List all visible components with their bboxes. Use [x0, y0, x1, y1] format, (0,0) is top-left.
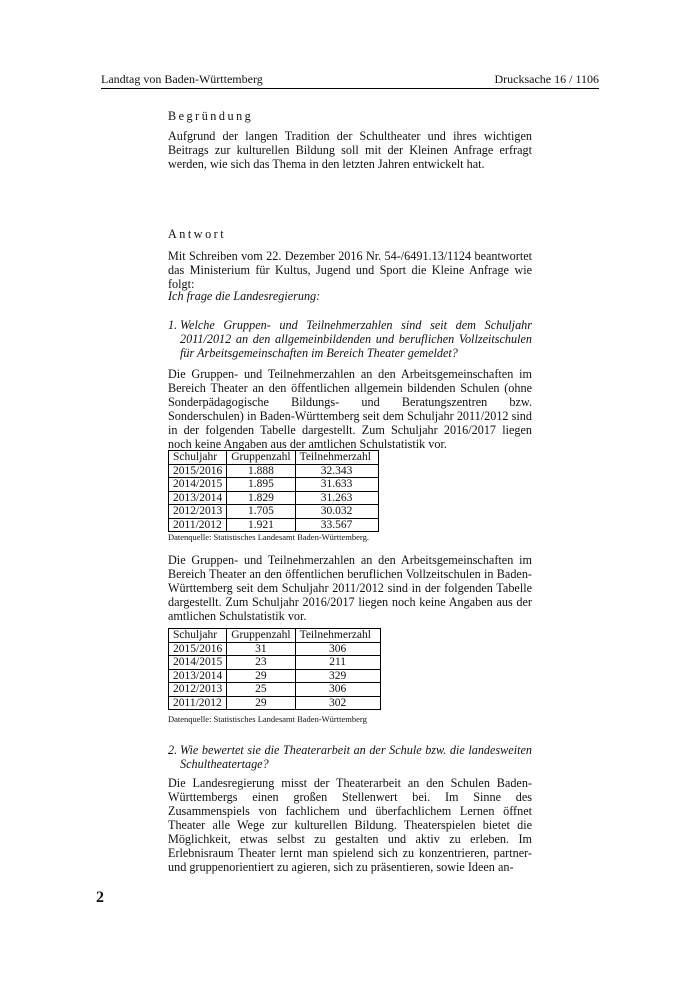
table-cell: 302 [295, 696, 380, 710]
question-2 [168, 743, 532, 771]
table-row [169, 696, 381, 710]
table-cell: 1.895 [227, 478, 295, 492]
table-cell: 33.567 [295, 518, 378, 532]
table-cell: 2013/2014 [169, 669, 227, 683]
answer-1-paragraph-2: Die Gruppen- und Teilnehmerzahlen an den Arbeitsgemeinschaften im Bereich Theater an den öffentlichen beruflichen Vollzeitschulen in Baden-Württemberg seit dem Schuljahr 2011/2012 sind in der folgenden Tabelle dargestellt. Zum Schuljahr 2016/2017 liegen noch keine Angaben aus der amtlichen Schulstatistik vor. [168, 553, 532, 623]
table-cell: 29 [227, 696, 295, 710]
question-2-text: Wie bewertet sie die Theaterarbeit an der Schule bzw. die landesweiten Schultheatertage? [180, 743, 532, 771]
table-cell: 2011/2012 [169, 518, 227, 532]
table-row [169, 491, 379, 505]
table-allgemeinbildende-schulen [168, 450, 379, 532]
table-1-source: Datenquelle: Statistisches Landesamt Baden-Württemberg. [168, 532, 369, 542]
ich-frage-text: Ich frage die Landesregierung: [168, 289, 321, 303]
table-row [169, 518, 379, 532]
table-cell: 2012/2013 [169, 505, 227, 519]
table-row [169, 669, 381, 683]
table-cell: 306 [295, 642, 380, 656]
page-number: 2 [96, 889, 104, 906]
table-row [169, 683, 381, 697]
table-cell: 31.633 [295, 478, 378, 492]
answer-1-paragraph-1: Die Gruppen- und Teilnehmerzahlen an den Arbeitsgemeinschaften im Bereich Theater an den öffentlichen allgemein bildenden Schulen (ohne Sonderpädagogische Bildungs- und Beratungszentren bzw. Sonderschulen) in Baden-Württemberg seit dem Schuljahr 2011/2012 sind in der folgenden Tabelle dargestellt. Zum Schuljahr 2016/2017 liegen noch keine Angaben aus der amtlichen Schulstatistik vor. [168, 367, 532, 451]
question-1-number: 1. [168, 318, 178, 332]
table-cell: 29 [227, 669, 295, 683]
table-cell: 2014/2015 [169, 656, 227, 670]
answer-2-paragraph: Die Landesregierung misst der Theaterarbeit an den Schulen Baden-Württembergs einen großen Stellenwert bei. Im Sinne des Zusammenspiels von fachlichem und überfachlichem Lernen öffnet Theater alle Wege zur kulturellen Bildung. Theaterspielen bietet die Möglichkeit, etwas selbst zu gestalten und aktiv zu erleben. Im Erlebnisraum Theater lernt man spielend sich zu konzentrieren, partner- und gruppenorientiert zu agieren, sich zu präsentieren, sowie Ideen an- [168, 776, 532, 874]
header-rule [101, 88, 599, 89]
table-header-cell: Teilnehmerzahl [295, 451, 378, 465]
antwort-heading: Antwort [168, 227, 227, 241]
table-header-row [169, 451, 379, 465]
table-cell: 306 [295, 683, 380, 697]
table-header-cell: Gruppenzahl [227, 629, 295, 643]
table-cell: 211 [295, 656, 380, 670]
table-cell: 2012/2013 [169, 683, 227, 697]
table-cell: 2014/2015 [169, 478, 227, 492]
table-cell: 1.921 [227, 518, 295, 532]
begruendung-text: Aufgrund der langen Tradition der Schultheater und ihres wichtigen Beitrags zur kulturellen Bildung soll mit der Kleinen Anfrage erfragt werden, wie sich das Thema in den letzten Jahren entwickelt hat. [168, 129, 532, 171]
table-cell: 31 [227, 642, 295, 656]
table-header-cell: Schuljahr [169, 451, 227, 465]
begruendung-heading: Begründung [168, 109, 254, 123]
table-cell: 1.829 [227, 491, 295, 505]
table-cell: 30.032 [295, 505, 378, 519]
table-cell: 329 [295, 669, 380, 683]
table-cell: 1.888 [227, 464, 295, 478]
table-cell: 31.263 [295, 491, 378, 505]
table-cell: 2013/2014 [169, 491, 227, 505]
table-cell: 25 [227, 683, 295, 697]
table-cell: 2015/2016 [169, 642, 227, 656]
header-right: Drucksache 16 / 1106 [494, 72, 599, 86]
table-header-cell: Gruppenzahl [227, 451, 295, 465]
table-row [169, 464, 379, 478]
table-header-row [169, 629, 381, 643]
header-left: Landtag von Baden-Württemberg [101, 72, 263, 86]
table-cell: 32.343 [295, 464, 378, 478]
question-2-number: 2. [168, 743, 178, 757]
table-cell: 23 [227, 656, 295, 670]
table-2-source: Datenquelle: Statistisches Landesamt Baden-Württemberg [168, 714, 367, 724]
table-row [169, 478, 379, 492]
table-row [169, 642, 381, 656]
table-cell: 1.705 [227, 505, 295, 519]
table-header-cell: Schuljahr [169, 629, 227, 643]
table-cell: 2011/2012 [169, 696, 227, 710]
table-row [169, 656, 381, 670]
table-cell: 2015/2016 [169, 464, 227, 478]
antwort-intro: Mit Schreiben vom 22. Dezember 2016 Nr. 54-/6491.13/1124 beantwortet das Ministerium für Kultus, Jugend und Sport die Kleine Anfrage wie folgt: [168, 249, 532, 291]
table-berufliche-schulen [168, 628, 381, 710]
question-1 [168, 318, 532, 360]
table-row [169, 505, 379, 519]
table-header-cell: Teilnehmerzahl [295, 629, 380, 643]
question-1-text: Welche Gruppen- und Teilnehmerzahlen sind seit dem Schuljahr 2011/2012 an den allgemeinbildenden und beruflichen Vollzeitschulen für Arbeitsgemeinschaften im Bereich Theater gemeldet? [180, 318, 532, 360]
